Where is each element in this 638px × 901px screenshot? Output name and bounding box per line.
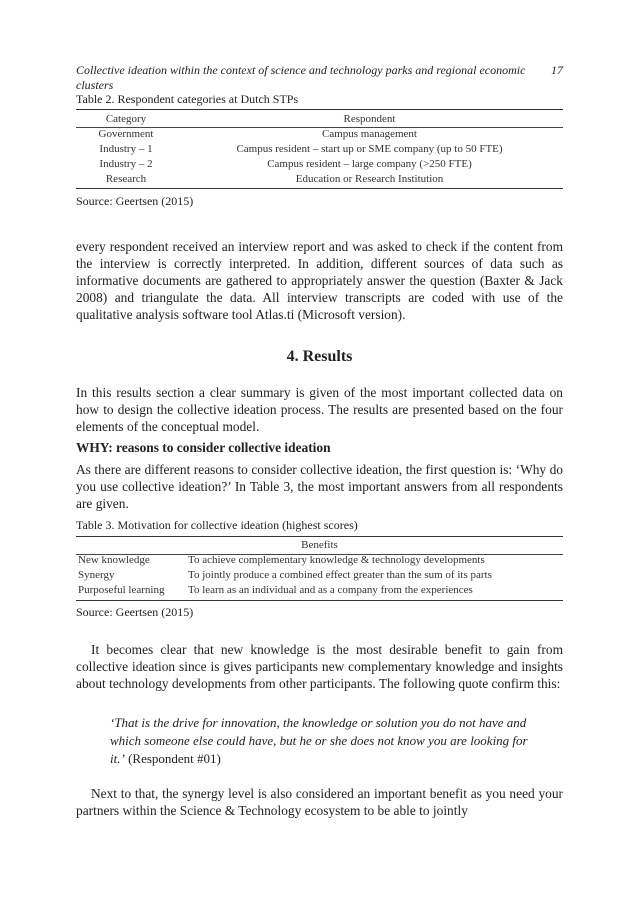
table-header-cell: Benefits (301, 539, 338, 551)
table-cell: Campus resident – large company (>250 FTE) (267, 158, 472, 170)
table-cell: Education or Research Institution (295, 173, 444, 185)
table2-top-rule (76, 109, 563, 110)
table-header-row (76, 538, 563, 553)
table-header-row (76, 112, 563, 127)
block-quote (110, 714, 530, 768)
table-cell: Purposeful learning (78, 584, 165, 596)
table-cell: To jointly produce a combined effect greater than the sum of its parts (188, 569, 492, 581)
table-row (76, 583, 563, 598)
table-cell: To achieve complementary knowledge & technology developments (188, 554, 485, 566)
table-row (76, 568, 563, 583)
table-cell: Government (98, 128, 154, 140)
page-number: 17 (551, 63, 563, 77)
running-head (76, 63, 563, 93)
section-heading: 4. Results (286, 348, 353, 365)
table3-source: Source: Geertsen (2015) (76, 605, 194, 619)
table-cell: To learn as an individual and as a company from the experiences (188, 584, 473, 596)
running-head-title: Collective ideation within the context of science and technology parks and regional economic clusters (76, 63, 526, 92)
paragraph-1: every respondent received an interview report and was asked to check if the content from the interview is correctly interpreted. In addition, different sources of data such as informative documents are gathered to appropriately answer the question (Baxter & Jack 2008) and triangulate the data. All interview transcripts are coded with use of the qualitative analysis software tool Atlas.ti (Microsoft version). (76, 239, 563, 322)
table3-top-rule (76, 536, 563, 537)
table2-source: Source: Geertsen (2015) (76, 194, 194, 208)
table-row (76, 142, 563, 157)
paragraph-3: As there are different reasons to consider collective ideation, the first question is: ‘Why do you use collective ideation?’ In Table 3, the most important answers from all respondents are given. (76, 462, 563, 511)
paragraph-4: It becomes clear that new knowledge is the most desirable benefit to gain from collective ideation since is gives participants new complementary knowledge and insights about technology developments from other participants. The following quote confirm this: (76, 642, 563, 691)
table2-caption: Table 2. Respondent categories at Dutch STPs (76, 92, 299, 106)
quote-text: ‘That is the drive for innovation, the knowledge or solution you do not have and which someone else could have, but he or she does not know you are looking for it.’ (110, 715, 528, 766)
table-cell: Research (105, 173, 147, 185)
table-header-cell: Respondent (343, 113, 396, 125)
table-cell: Campus management (321, 128, 417, 140)
table3-bottom-rule (76, 600, 563, 601)
table-cell: Synergy (78, 569, 115, 581)
paragraph-5: Next to that, the synergy level is also considered an important benefit as you need your partners within the Science & Technology ecosystem to be able to jointly (76, 786, 563, 818)
paragraph-2: In this results section a clear summary is given of the most important collected data on how to design the collective ideation process. The results are presented based on the four elements of the conceptual model. (76, 385, 563, 434)
table-cell: Industry – 2 (99, 158, 153, 170)
table-cell: New knowledge (78, 554, 150, 566)
table2-header-rule (76, 127, 563, 128)
quote-attribution: (Respondent #01) (128, 751, 221, 766)
table-cell: Campus resident – start up or SME company (up to 50 FTE) (236, 143, 503, 155)
table-row (76, 553, 563, 568)
table-header-cell: Category (105, 113, 147, 125)
table3-caption: Table 3. Motivation for collective ideation (highest scores) (76, 518, 358, 532)
table2-bottom-rule (76, 188, 563, 189)
table2 (76, 112, 563, 187)
table3 (76, 538, 563, 598)
table-row (76, 157, 563, 172)
table-cell: Industry – 1 (99, 143, 153, 155)
table-row (76, 127, 563, 142)
subheading: WHY: reasons to consider collective ideation (76, 440, 331, 455)
table-row (76, 172, 563, 187)
table3-header-rule (76, 554, 563, 555)
